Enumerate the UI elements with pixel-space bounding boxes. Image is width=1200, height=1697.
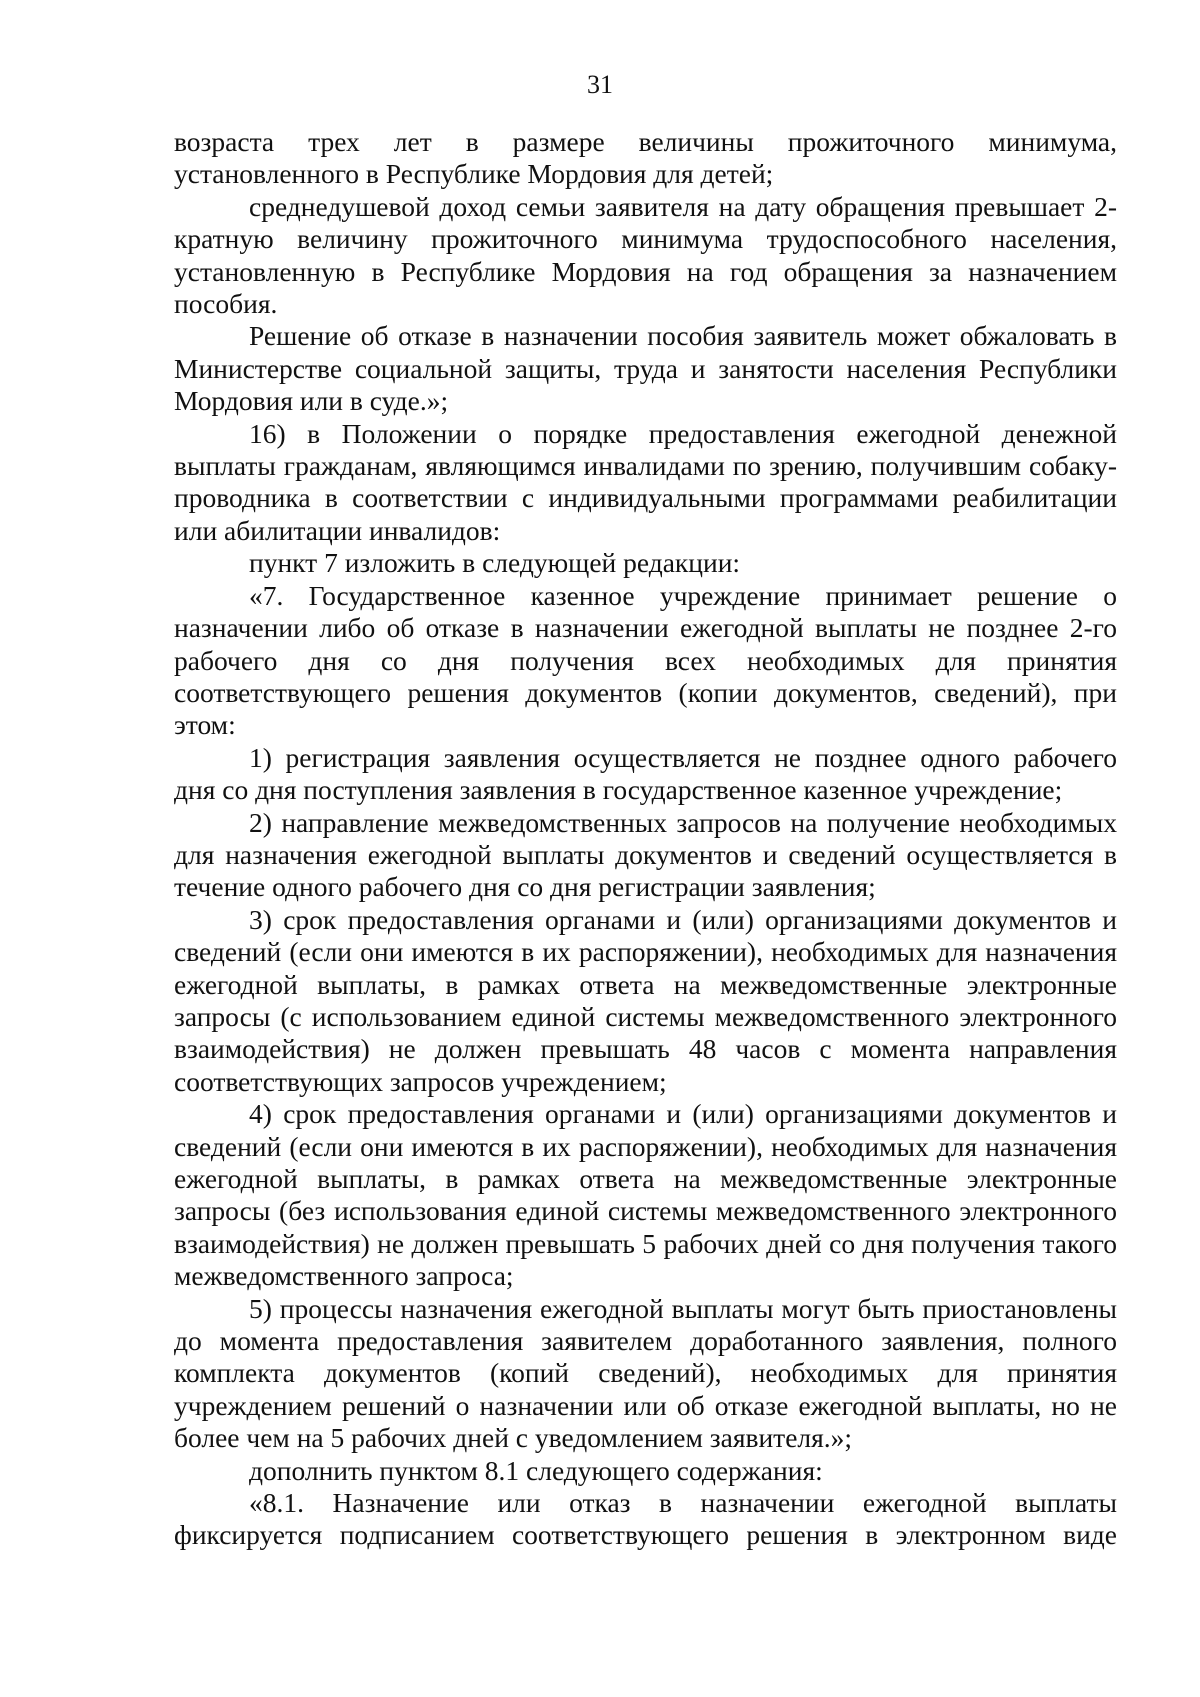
page-number: 31 bbox=[587, 70, 613, 99]
paragraph-item-16: 16) в Положении о порядке предоставления ежегодной денежной выплаты гражданам, являющимся инвалидами по зрению, получившим собаку-проводника в соответствии с индивидуальными программами реабилитации или абилитации инвалидов: bbox=[174, 417, 1117, 546]
document-body bbox=[174, 126, 1117, 1552]
paragraph-point-7-intro: пункт 7 изложить в следующей редакции: bbox=[249, 547, 741, 579]
paragraph-appeal: Решение об отказе в назначении пособия заявитель может обжаловать в Министерстве социальной защиты, труда и занятости населения Республики Мордовия или в суде.»; bbox=[174, 320, 1117, 417]
paragraph-subitem-1: 1) регистрация заявления осуществляется не позднее одного рабочего дня со дня поступления заявления в государственное казенное учреждение; bbox=[174, 741, 1117, 806]
paragraph-subitem-3: 3) срок предоставления органами и (или) организациями документов и сведений (если они имеются в их распоряжении), необходимых для назначения ежегодной выплаты, в рамках ответа на межведомственные электронные запросы (с использованием единой системы межведомственного электронного взаимодействия) не должен превышать 48 часов с момента направления соответствующих запросов учреждением; bbox=[174, 903, 1117, 1097]
paragraph-subitem-4: 4) срок предоставления органами и (или) организациями документов и сведений (если они имеются в их распоряжении), необходимых для назначения ежегодной выплаты, в рамках ответа на межведомственные электронные запросы (без использования единой системы межведомственного электронного взаимодействия) не должен превышать 5 рабочих дней со дня получения такого межведомственного запроса; bbox=[174, 1098, 1117, 1292]
paragraph-point-8-1: «8.1. Назначение или отказ в назначении ежегодной выплаты фиксируется подписанием соответствующего решения в электронном виде bbox=[174, 1487, 1117, 1551]
paragraph-point-7: «7. Государственное казенное учреждение принимает решение о назначении либо об отказе в назначении ежегодной выплаты не позднее 2-го рабочего дня со дня получения всех необходимых для принятия соответствующего решения документов (копии документов, сведений), при этом: bbox=[174, 579, 1117, 741]
paragraph-income-condition: среднедушевой доход семьи заявителя на дату обращения превышает 2-кратную величину прожиточного минимума трудоспособного населения, установленную в Республике Мордовия на год обращения за назначением пособия. bbox=[174, 190, 1117, 320]
paragraph-subitem-2: 2) направление межведомственных запросов на получение необходимых для назначения ежегодной выплаты документов и сведений осуществляется в течение одного рабочего дня со дня регистрации заявления; bbox=[174, 806, 1117, 903]
paragraph-continuation: возраста трех лет в размере величины прожиточного минимума, установленного в Республике Мордовия для детей; bbox=[174, 126, 1117, 190]
paragraph-point-8-1-intro: дополнить пунктом 8.1 следующего содержания: bbox=[249, 1454, 823, 1486]
paragraph-subitem-5: 5) процессы назначения ежегодной выплаты могут быть приостановлены до момента предоставления заявителем доработанного заявления, полного комплекта документов (копий сведений), необходимых для принятия учреждением решений о назначении или об отказе ежегодной выплаты, но не более чем на 5 рабочих дней с уведомлением заявителя.»; bbox=[174, 1292, 1117, 1454]
